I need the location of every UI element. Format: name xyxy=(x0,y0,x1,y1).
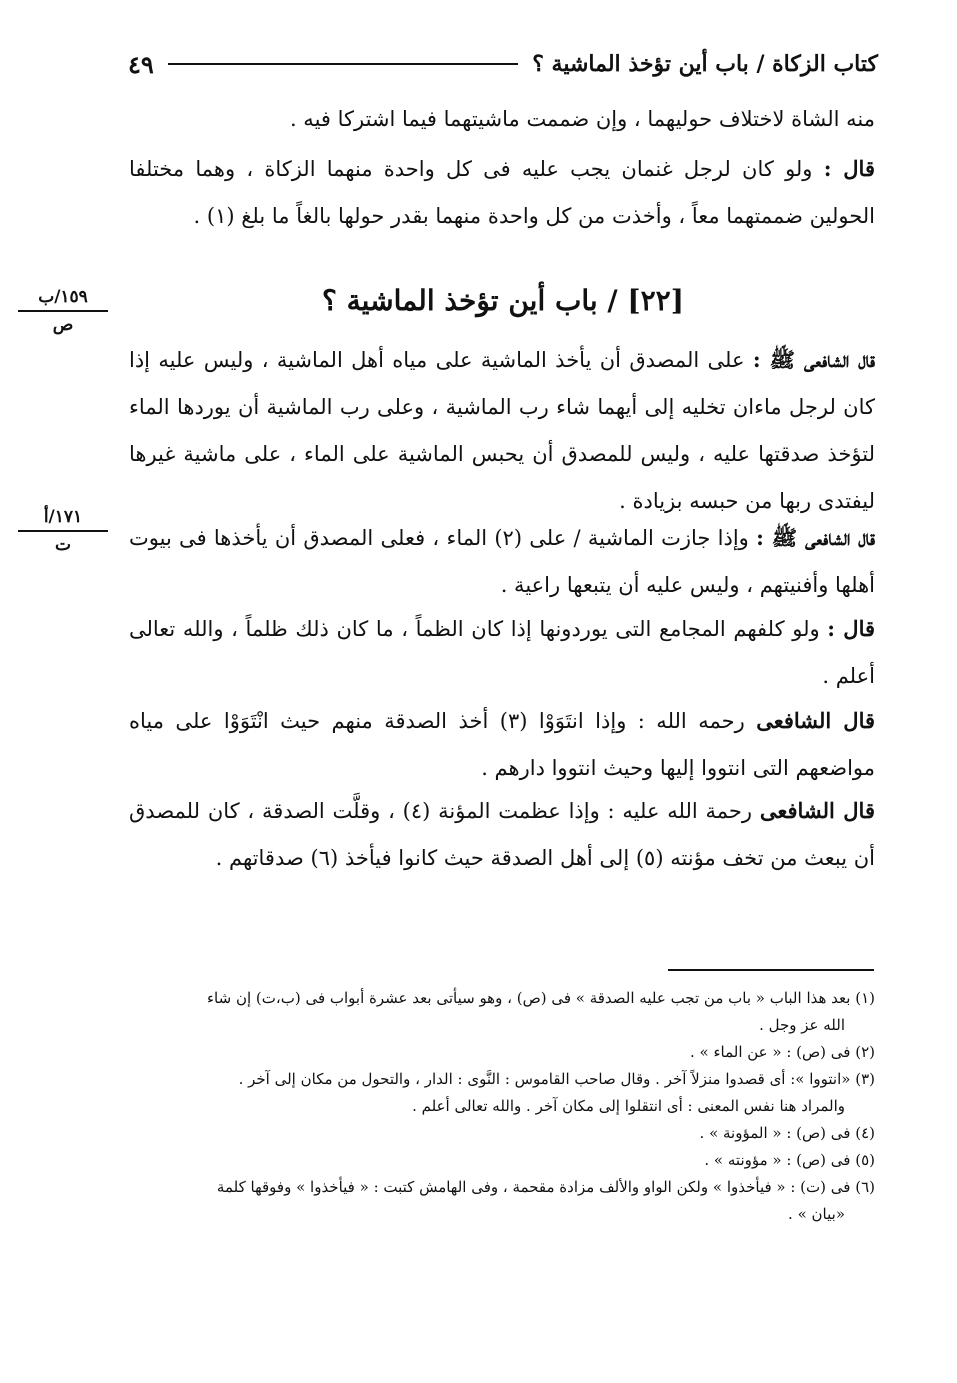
paragraph-lead: قال : xyxy=(823,156,875,181)
paragraph-text: ولو كلفهم المجامع التى يوردونها إذا كان الظماً ، ما كان ذلك ظلماً ، والله تعالى أعلم . xyxy=(129,617,875,688)
footnote-1 xyxy=(129,985,875,1012)
running-title: كتاب الزكاة / باب أين تؤخذ الماشية ؟ xyxy=(532,51,878,77)
paragraph-lead: قال الشافعى ﷺ : xyxy=(756,525,875,550)
margin-note-manuscript: ص xyxy=(52,315,74,335)
paragraph-lead: قال : xyxy=(827,616,876,641)
footnote-6: (٦) فى (ت) : « فيأخذوا » ولكن الواو والألف مزادة مقحمة ، وفى الهامش كتبت : « فيأخذوا » وفوقها كلمة xyxy=(216,1178,875,1196)
footnote-3-cont: والمراد هنا نفس المعنى : أى انتقلوا إلى مكان آخر . والله تعالى أعلم . xyxy=(412,1097,845,1115)
chapter-body-2 xyxy=(129,514,875,609)
paragraph-lead: قال الشافعى ﷺ : xyxy=(752,347,875,372)
footnote-4: (٤) فى (ص) : « المؤونة » . xyxy=(699,1124,875,1142)
paragraph-text: ولو كان لرجل غنمان يجب عليه فى كل واحدة منهما الزكاة ، وهما مختلفا الحولين ضممتهما معاً ، وأخذت من كل واحدة منهما بقدر حولها بالغاً ما بلغ (١) . xyxy=(129,157,875,228)
chapter-body-3 xyxy=(129,605,875,700)
footnote-5: (٥) فى (ص) : « مؤونته » . xyxy=(704,1151,875,1169)
margin-note-manuscript: ت xyxy=(54,535,71,555)
intro-paragraph-2 xyxy=(129,145,875,240)
body-paragraph xyxy=(129,697,875,792)
intro-paragraph-1: منه الشاة لاختلاف حوليهما ، وإن ضممت ماشيتهما فيما اشتركا فيه . xyxy=(289,107,875,131)
margin-note-1 xyxy=(18,286,108,336)
footnotes xyxy=(129,985,875,1228)
chapter-body xyxy=(129,336,875,525)
paragraph-text: رحمة الله عليه : وإذا عظمت المؤنة (٤) ، وقلَّت الصدقة ، كان للمصدق أن يبعث من تخف مؤنته (٥) إلى أهل الصدقة حيث كانوا فيأخذ (٦) صدقاتهم . xyxy=(129,799,875,870)
footnote-2: (٢) فى (ص) : « عن الماء » . xyxy=(689,1043,875,1061)
body-paragraph xyxy=(129,514,875,609)
page-number: ٤٩ xyxy=(128,49,154,79)
chapter-body-4 xyxy=(129,697,875,792)
page-header xyxy=(128,46,878,82)
footnote-text: (١) بعد هذا الباب « باب من تجب عليه الصدقة » فى (ص) ، وهو سيأتى بعد عشرة أبواب فى (ب،ت) إن شاء xyxy=(206,989,875,1007)
footnote-3: (٣) «انتووا »: أى قصدوا منزلاً آخر . وقال صاحب القاموس : النَّوى : الدار ، والتحول من مكان إلى آخر . xyxy=(238,1070,875,1088)
body-paragraph xyxy=(129,336,875,525)
margin-note-2 xyxy=(18,506,108,556)
paragraph-lead: قال الشافعى xyxy=(759,798,875,823)
margin-note-folio: ١٧١/أ xyxy=(18,506,108,532)
footnote-1-cont: الله عز وجل . xyxy=(759,1016,845,1034)
footnote-separator xyxy=(668,969,874,971)
footnote-6-cont: «بيان » . xyxy=(788,1205,845,1223)
paragraph-text: رحمه الله : وإذا انتَوَوْا (٣) أخذ الصدقة منهم حيث انْتَوَوْا على مياه مواضعهم التى انتووا إليها وحيث انتووا دارهم . xyxy=(129,709,875,780)
body-paragraph xyxy=(129,787,875,882)
margin-note-folio: ١٥٩/ب xyxy=(18,286,108,312)
paragraph-text: وإذا جازت الماشية / على (٢) الماء ، فعلى المصدق أن يأخذها فى بيوت أهلها وأفنيتهم ، وليس عليه أن يتبعها راعية . xyxy=(129,526,875,597)
chapter-body-5 xyxy=(129,787,875,882)
paragraph-text: على المصدق أن يأخذ الماشية على مياه أهل الماشية ، وليس عليه إذا كان لرجل ماءان تخليه إلى أيهما شاء رب الماشية ، وعلى رب الماشية أن يوردها الماء لتؤخذ صدقتها عليه ، وليس للمصدق أن يحبس الماشية على الماء ، على ماشية غيرها ليفتدى ربها من حبسه بزيادة . xyxy=(129,348,875,513)
paragraph-lead: قال الشافعى xyxy=(756,708,876,733)
header-rule xyxy=(168,63,518,65)
chapter-title: [٢٢] / باب أين تؤخذ الماشية ؟ xyxy=(322,284,684,317)
body-paragraph xyxy=(129,605,875,700)
intro-text xyxy=(129,96,875,240)
